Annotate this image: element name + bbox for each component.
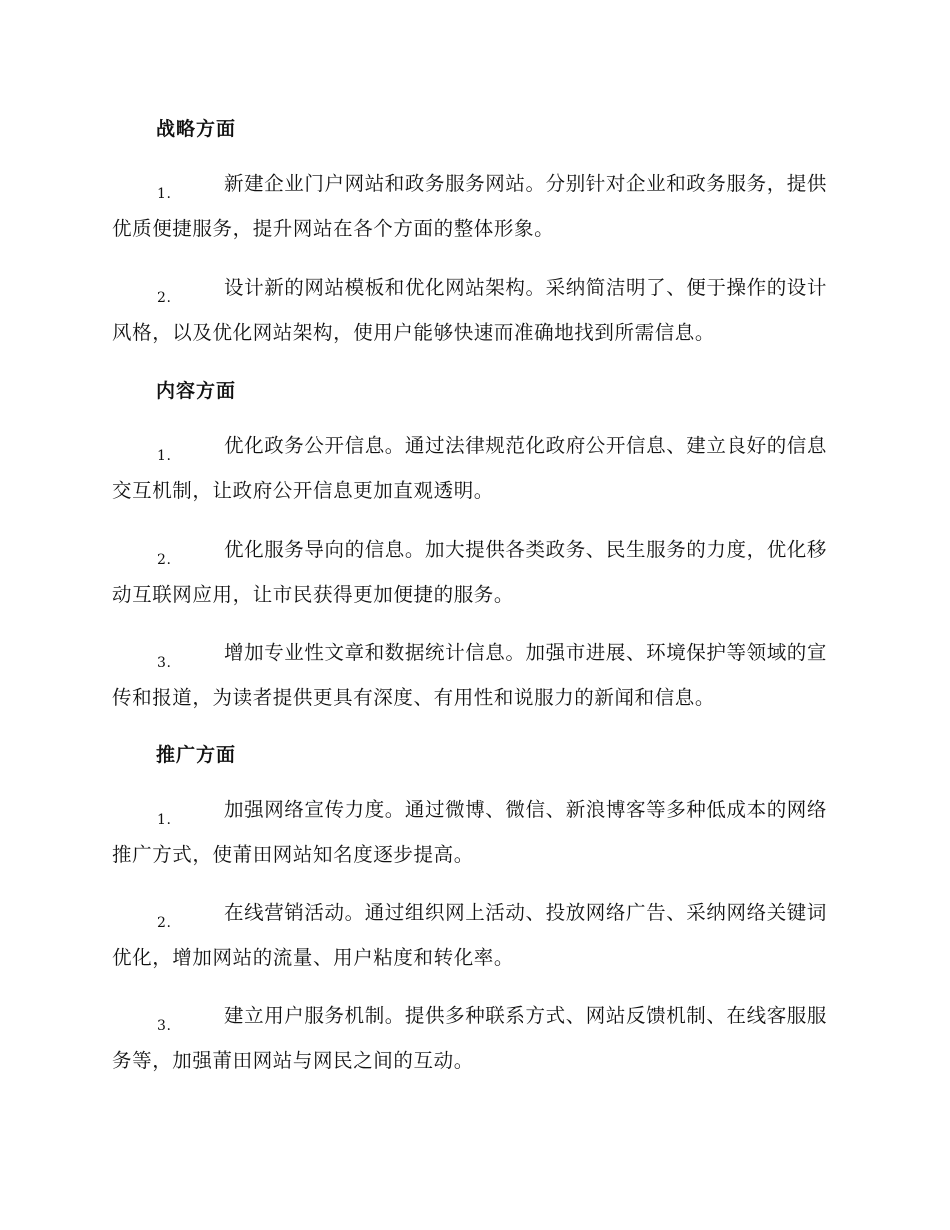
list-item bbox=[112, 276, 832, 355]
list-item-text: 建立用户服务机制。提供多种联系方式、网站反馈机制、在线客服服务等，加强莆田网站与网民之间的互动。 bbox=[112, 1004, 828, 1072]
list-item-text: 增加专业性文章和数据统计信息。加强市进展、环境保护等领域的宣传和报道，为读者提供更具有深度、有用性和说服力的新闻和信息。 bbox=[112, 641, 828, 709]
list-item-number: 1. bbox=[157, 448, 172, 464]
list-item-text: 加强网络宣传力度。通过微博、微信、新浪博客等多种低成本的网络推广方式，使莆田网站知名度逐步提高。 bbox=[112, 798, 828, 866]
list-item-text: 在线营销活动。通过组织网上活动、投放网络广告、采纳网络关键词优化，增加网站的流量、用户粘度和转化率。 bbox=[112, 901, 828, 969]
list-item-number: 3. bbox=[157, 1018, 172, 1034]
section-heading-promotion: 推广方面 bbox=[156, 744, 237, 766]
list-item-number: 2. bbox=[157, 290, 172, 306]
list-item-text: 优化服务导向的信息。加大提供各类政务、民生服务的力度，优化移动互联网应用，让市民获得更加便捷的服务。 bbox=[112, 538, 828, 606]
list-item bbox=[112, 901, 832, 980]
section-heading-content: 内容方面 bbox=[156, 380, 237, 402]
list-item-number: 2. bbox=[157, 552, 172, 568]
list-item bbox=[112, 641, 832, 720]
list-item-number: 2. bbox=[157, 915, 172, 931]
list-item-number: 1. bbox=[157, 186, 172, 202]
list-item-text: 设计新的网站模板和优化网站架构。采纳简洁明了、便于操作的设计风格，以及优化网站架构，使用户能够快速而准确地找到所需信息。 bbox=[112, 276, 828, 344]
list-item-text: 新建企业门户网站和政务服务网站。分别针对企业和政务服务，提供优质便捷服务，提升网站在各个方面的整体形象。 bbox=[112, 172, 828, 240]
list-item bbox=[112, 798, 832, 877]
list-item-text: 优化政务公开信息。通过法律规范化政府公开信息、建立良好的信息交互机制，让政府公开信息更加直观透明。 bbox=[112, 434, 828, 502]
list-item-number: 3. bbox=[157, 655, 172, 671]
list-item bbox=[112, 1004, 832, 1083]
section-heading-strategy: 战略方面 bbox=[156, 118, 237, 140]
list-item bbox=[112, 172, 832, 251]
list-item bbox=[112, 538, 832, 617]
list-item bbox=[112, 434, 832, 513]
list-item-number: 1. bbox=[157, 812, 172, 828]
